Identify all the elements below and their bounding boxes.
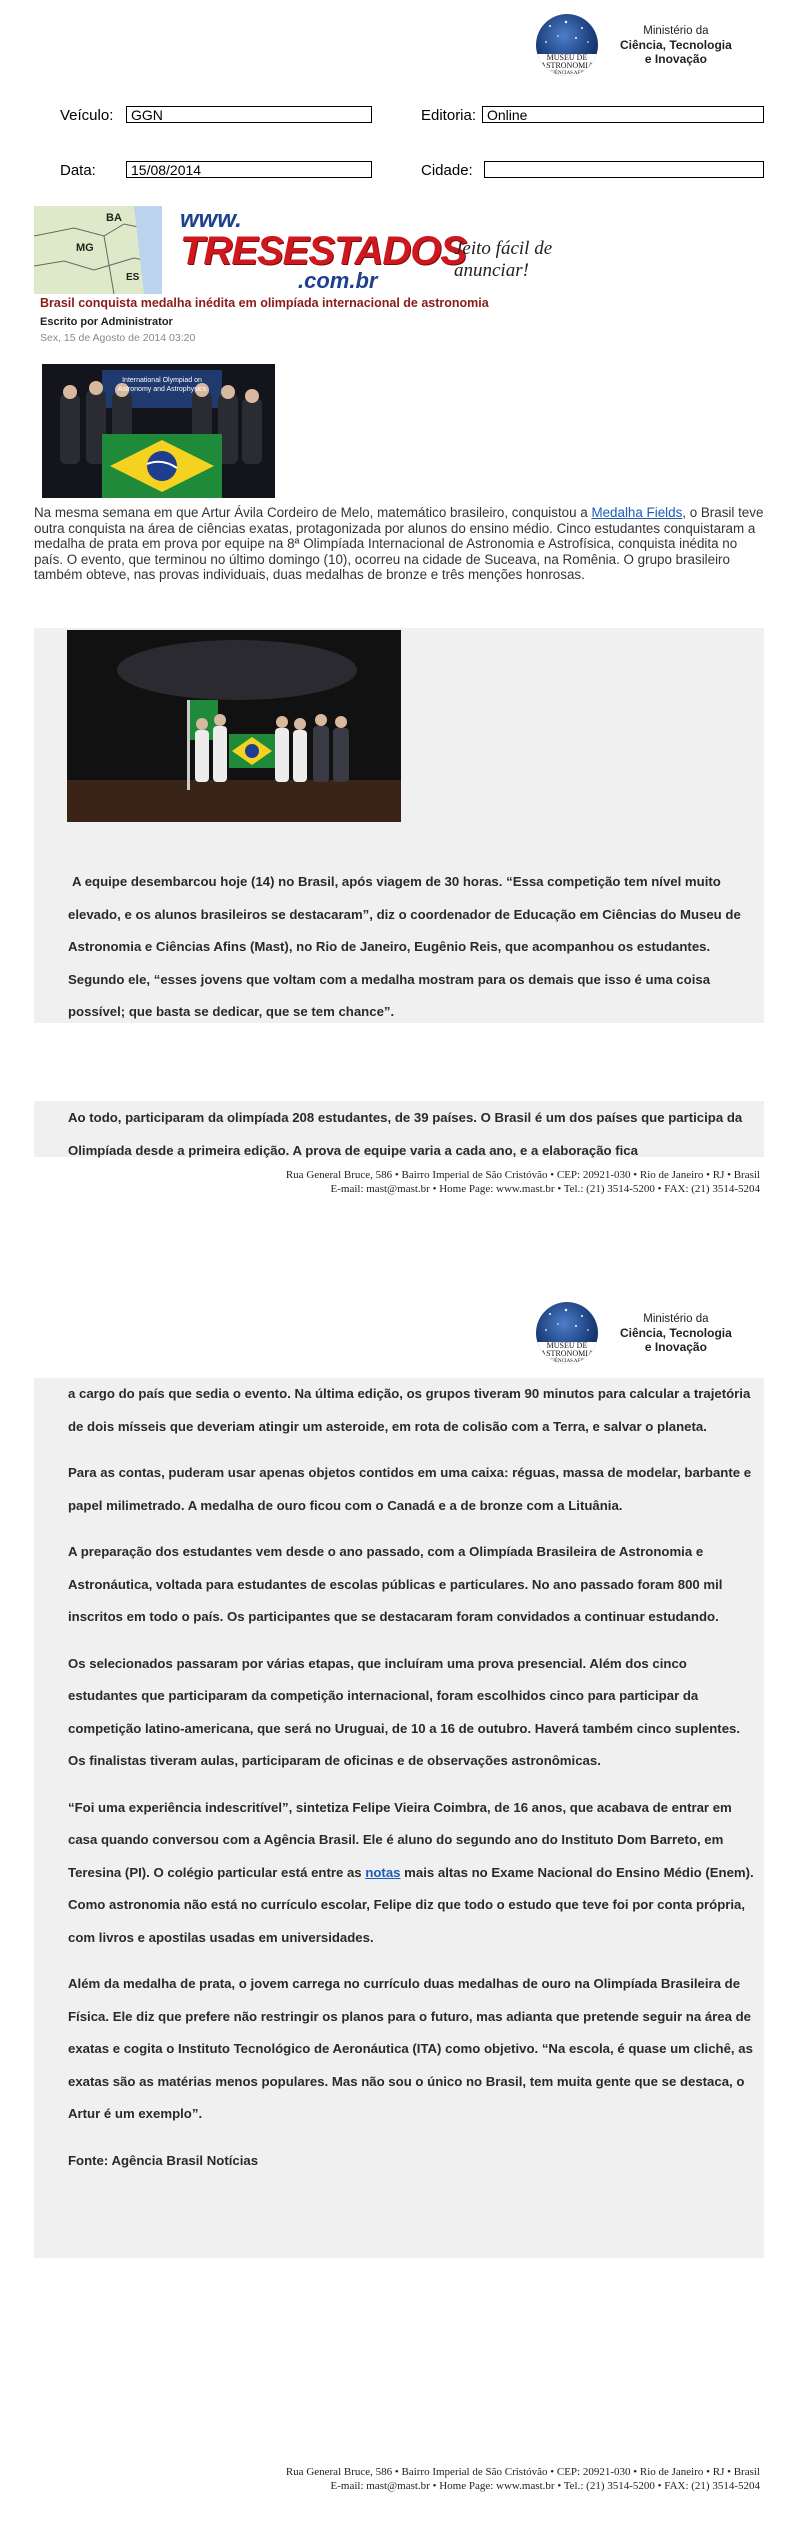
paragraph-1: A equipe desembarcou hoje (14) no Brasil, após viagem de 30 horas. “Essa competição tem nível muito elevado, e os alunos brasileiros se destacaram”, diz o coordenador de Educação em Ciências do Museu de Astronomia e Ciências Afins (Mast), no Rio de Janeiro, Eugênio Reis, que acompanhou os estudantes. Segundo ele, “esses jovens que voltam com a medalha mostram para os demais que isso é uma coisa possível; que basta se dedicar, que se tem chance”. xyxy=(68,874,741,1019)
map-label-es: ES xyxy=(126,272,140,283)
banner-brand xyxy=(180,208,466,292)
footer-address: Rua General Bruce, 586 • Bairro Imperial de São Cristóvão • CEP: 20921-030 • Rio de Janeiro • RJ • Brasil xyxy=(285,1169,760,1181)
map-label-mg: MG xyxy=(76,242,94,254)
article-body-page2 xyxy=(68,1378,758,2191)
article-date: Sex, 15 de Agosto de 2014 03:20 xyxy=(40,332,196,344)
team-photo-stage xyxy=(67,630,401,822)
paragraph-7: Além da medalha de prata, o jovem carrega no currículo duas medalhas de ouro na Olimpíada Brasileira de Física. Ele diz que prefere não restringir os planos para o futuro, mas adianta que pretende seguir na área de exatas e cogita o Instituto Tecnológico de Aeronáutica (ITA) como objetivo. “Na escola, é quase um clichê, as exatas são as matérias menos populares. Mas não sou o único no Brasil, tem muita gente que se destaca, o Artur é um exemplo”. xyxy=(68,1976,753,2121)
article-body-page1-continued xyxy=(68,1102,758,1167)
ministry-name: Ministério da Ciência, Tecnologia e Inovação xyxy=(620,25,732,66)
paragraph-6: “Foi uma experiência indescritível”, sintetiza Felipe Vieira Coimbra, de 16 anos, que acabava de entrar em casa quando conversou com a Agência Brasil. Ele é aluno do segundo ano do Instituto Dom Barreto, em Teresina (PI). O colégio particular está entre as notas mais altas no Exame Nacional do Ensino Médio (Enem). Como astronomia não está no currículo escolar, Felipe diz que todo o estudo que teve foi por conta própria, com livros e apostilas usadas em universidades. xyxy=(68,1799,754,1945)
map-label-ba: BA xyxy=(106,212,122,224)
cidade-label: Cidade: xyxy=(421,162,473,179)
banner-domain: .com.br xyxy=(298,268,378,293)
museum-globe-icon xyxy=(536,14,598,76)
museum-logo-text: MUSEU DE ASTRONOMIA E CIÊNCIAS AFINS xyxy=(536,1342,598,1364)
footer-address: Rua General Bruce, 586 • Bairro Imperial de São Cristóvão • CEP: 20921-030 • Rio de Janeiro • RJ • Brasil xyxy=(285,2466,760,2478)
banner-slogan: Jeito fácil de anunciar! xyxy=(454,238,553,281)
header-logo-page2 xyxy=(536,1302,732,1364)
footer-contacts: E-mail: mast@mast.br • Home Page: www.mast.br • Tel.: (21) 3514-5200 • FAX: (21) 3514-5204 xyxy=(330,2480,760,2492)
tresestados-banner[interactable] xyxy=(34,206,599,294)
veiculo-label: Veículo: xyxy=(60,107,114,124)
data-field[interactable]: 15/08/2014 xyxy=(126,161,372,178)
banner-brand-name: TRESESTADOS xyxy=(180,229,467,273)
article-body-page1 xyxy=(68,866,758,1043)
medalha-fields-link[interactable]: Medalha Fields xyxy=(591,505,683,520)
paragraph-5: Os selecionados passaram por várias etapas, que incluíram uma prova presencial. Além dos cinco estudantes que participaram da competição internacional, foram escolhidos cinco para participar da competição latino-americana, que será no Uruguai, de 10 a 16 de outubro. Haverá também cinco suplentes. Os finalistas tiveram aulas, participaram de oficinas e de observações astronômicas. xyxy=(68,1655,741,1768)
article-intro: Na mesma semana em que Artur Ávila Cordeiro de Melo, matemático brasileiro, conquistou a Medalha Fields, o Brasil teve outra conquista na área de ciências exatas, protagonizada por alunos do ensino médio. Cinco estudantes conquistaram a medalha de prata em prova por equipe na 8ª Olimpíada Internacional de Astronomia e Astrofísica, conquista inédita no país. O evento, que terminou no último domingo (10), ocorreu na cidade de Suceava, na Romênia. O grupo brasileiro também obteve, nas provas individuais, duas medalhas de bronze e três menções honrosas. xyxy=(34,505,764,582)
team-photo-flag xyxy=(42,364,275,498)
banner-www: www. xyxy=(180,206,242,233)
museum-globe-icon xyxy=(536,1302,598,1364)
veiculo-field[interactable]: GGN xyxy=(126,106,372,123)
paragraph-4: A preparação dos estudantes vem desde o ano passado, com a Olimpíada Brasileira de Astronomia e Astronáutica, voltada para estudantes de escolas públicas e particulares. No ano passado foram 800 mil inscritos em todo o país. Os participantes que se destacaram foram convidados a continuar estudando. xyxy=(68,1544,723,1624)
footer-contacts: E-mail: mast@mast.br • Home Page: www.mast.br • Tel.: (21) 3514-5200 • FAX: (21) 3514-5204 xyxy=(330,1183,760,1195)
footer-page1 xyxy=(286,1168,760,1196)
article-source: Fonte: Agência Brasil Notícias xyxy=(68,2152,259,2168)
paragraph-3: Para as contas, puderam usar apenas objetos contidos em uma caixa: réguas, massa de modelar, barbante e papel milimetrado. A medalha de ouro ficou com o Canadá e a de bronze com a Lituânia. xyxy=(68,1465,752,1513)
cidade-field[interactable] xyxy=(484,161,764,178)
ministry-name: Ministério da Ciência, Tecnologia e Inovação xyxy=(620,1313,732,1354)
photo1-caption: International Olympiad on Astronomy and Astrophysics xyxy=(117,377,207,393)
header-logo xyxy=(536,14,732,76)
data-label: Data: xyxy=(60,162,96,179)
article-byline: Escrito por Administrator xyxy=(40,316,173,328)
editoria-label: Editoria: xyxy=(421,107,477,124)
paragraph-2-start: Ao todo, participaram da olimpíada 208 estudantes, de 39 países. O Brasil é um dos países que participa da Olimpíada desde a primeira edição. A prova de equipe varia a cada ano, e a elaboração fica xyxy=(68,1110,743,1158)
map-icon xyxy=(34,206,162,294)
paragraph-2-end: a cargo do país que sedia o evento. Na última edição, os grupos tiveram 90 minutos para calcular a trajetória de dois mísseis que deveriam atingir um asteroide, em rota de colisão com a Terra, e salvar o planeta. xyxy=(68,1386,751,1434)
footer-page2 xyxy=(286,2465,760,2493)
article-title[interactable]: Brasil conquista medalha inédita em olimpíada internacional de astronomia xyxy=(40,296,489,310)
editoria-field[interactable]: Online xyxy=(482,106,764,123)
museum-logo-text: MUSEU DE ASTRONOMIA E CIÊNCIAS AFINS xyxy=(536,54,598,76)
notas-link[interactable]: notas xyxy=(365,1864,401,1880)
